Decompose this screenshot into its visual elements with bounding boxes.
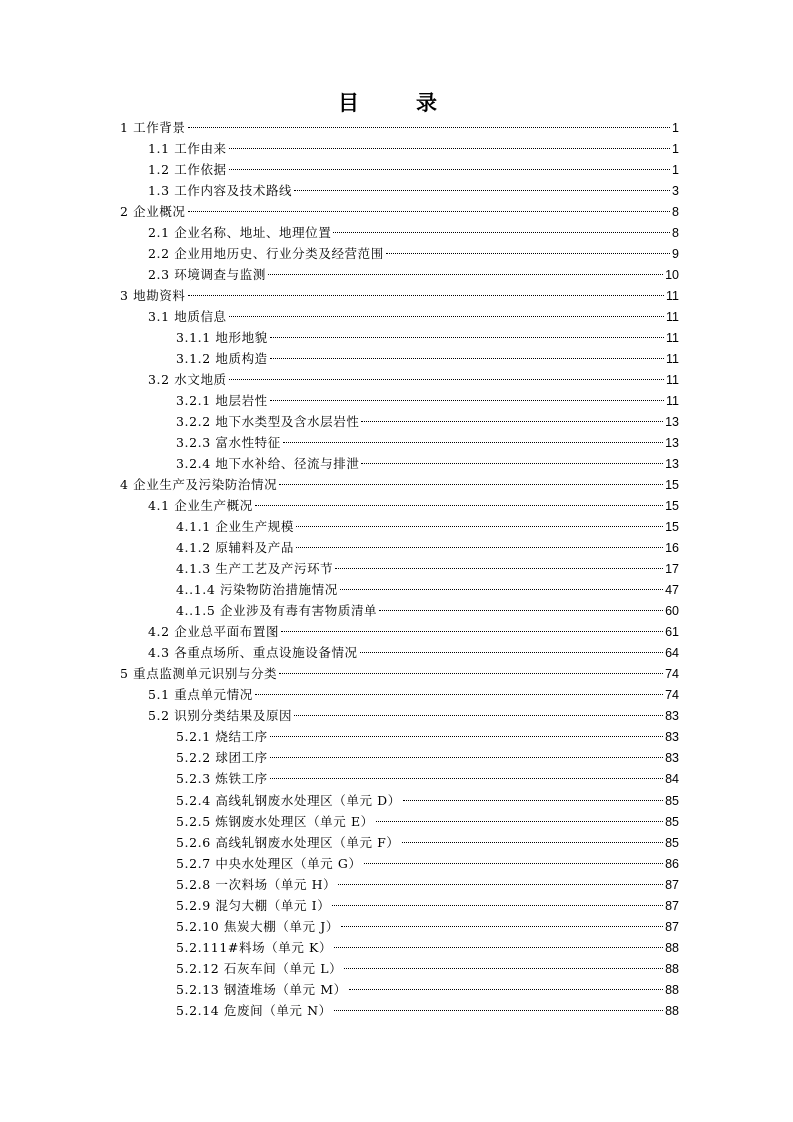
toc-entry[interactable]: [0, 327, 793, 348]
dot-leader: [361, 421, 663, 422]
dot-leader: [361, 463, 663, 464]
toc-entry[interactable]: [0, 937, 793, 958]
toc-entry-label: 3.2.1 地层岩性: [176, 393, 268, 409]
toc-entry[interactable]: [0, 895, 793, 916]
dot-leader: [334, 947, 663, 948]
toc-entry-label: 2.2 企业用地历史、行业分类及经营范围: [148, 246, 384, 262]
toc-entry-page-number: 10: [665, 268, 679, 283]
toc-entry-label: 5.2.3 炼铁工序: [176, 771, 268, 787]
toc-entry-page-number: 13: [665, 415, 679, 430]
toc-entry[interactable]: [0, 243, 793, 264]
dot-leader: [229, 169, 670, 170]
toc-entry-label: 5 重点监测单元识别与分类: [120, 666, 278, 682]
dot-leader: [188, 127, 671, 128]
toc-entry[interactable]: [0, 768, 793, 789]
toc-entry[interactable]: [0, 264, 793, 285]
toc-entry[interactable]: [0, 117, 793, 138]
toc-entry-label: 4.3 各重点场所、重点设施设备情况: [148, 645, 358, 661]
toc-entry[interactable]: [0, 1000, 793, 1021]
dot-leader: [229, 316, 664, 317]
toc-entry-page-number: 86: [665, 856, 679, 871]
toc-entry-page-number: 85: [665, 793, 679, 808]
toc-entry-page-number: 1: [672, 121, 679, 135]
toc-entry[interactable]: [0, 558, 793, 579]
toc-entry-label: 4.1.2 原辅料及产品: [176, 540, 294, 556]
toc-entry[interactable]: [0, 495, 793, 516]
toc-entry[interactable]: [0, 537, 793, 558]
dot-leader: [279, 484, 663, 485]
dot-leader: [296, 526, 663, 527]
toc-entry-label: 4.2 企业总平面布置图: [148, 624, 280, 640]
dot-leader: [188, 211, 671, 212]
dot-leader: [360, 652, 663, 653]
toc-entry[interactable]: [0, 369, 793, 390]
toc-entry[interactable]: [0, 747, 793, 768]
toc-entry-label: 2 企业概况: [120, 204, 186, 220]
dot-leader: [281, 631, 663, 632]
toc-entry[interactable]: [0, 916, 793, 937]
toc-entry-page-number: 13: [665, 436, 679, 451]
dot-leader: [341, 926, 663, 927]
toc-entry-page-number: 8: [672, 205, 679, 220]
toc-entry-page-number: 9: [672, 247, 679, 262]
dot-leader: [296, 547, 663, 548]
dot-leader: [255, 505, 663, 506]
dot-leader: [294, 715, 663, 716]
toc-entry-page-number: 87: [665, 919, 679, 934]
dot-leader: [335, 568, 663, 569]
toc-entry-label: 2.3 环境调查与监测: [148, 267, 266, 283]
toc-entry[interactable]: [0, 453, 793, 474]
toc-entry-page-number: 83: [665, 730, 679, 745]
toc-entry-label: 3.2.4 地下水补给、径流与排泄: [176, 456, 360, 472]
toc-entry-label: 2.1 企业名称、地址、地理位置: [148, 225, 332, 241]
toc-entry-label: 3.1.1 地形地貌: [176, 330, 268, 346]
toc-entry-label: 5.2.13 钢渣堆场（单元 M）: [176, 981, 347, 997]
toc-entry-page-number: 15: [665, 520, 679, 535]
toc-entry[interactable]: [0, 306, 793, 327]
dot-leader: [270, 778, 663, 779]
toc-entry[interactable]: [0, 285, 793, 306]
toc-entry[interactable]: [0, 222, 793, 243]
dot-leader: [403, 800, 663, 801]
toc-entry-page-number: 64: [665, 646, 679, 661]
toc-entry-label: 1.1 工作由来: [148, 141, 227, 157]
toc-entry[interactable]: [0, 832, 793, 853]
toc-entry-page-number: 15: [665, 499, 679, 514]
toc-entry-page-number: 11: [666, 394, 679, 409]
toc-entry-label: 4 企业生产及污染防治情况: [120, 477, 278, 493]
toc-entry-label: 4.1.3 生产工艺及产污环节: [176, 561, 334, 577]
toc-entry-label: 5.2.111#料场（单元 K）: [176, 939, 333, 955]
toc-entry[interactable]: [0, 874, 793, 895]
toc-entry-page-number: 84: [665, 772, 679, 787]
toc-entry-label: 5.1 重点单元情况: [148, 687, 253, 703]
toc-entry-page-number: 16: [665, 541, 679, 556]
toc-entry[interactable]: [0, 790, 793, 811]
dot-leader: [349, 989, 663, 990]
dot-leader: [338, 884, 663, 885]
toc-entry-label: 5.2.8 一次料场（单元 H）: [176, 876, 337, 892]
toc-entry-page-number: 87: [665, 898, 679, 913]
toc-entry-page-number: 3: [672, 184, 679, 199]
toc-entry-label: 3.2.2 地下水类型及含水层岩性: [176, 414, 360, 430]
toc-entry-page-number: 11: [666, 289, 679, 304]
toc-entry[interactable]: [0, 705, 793, 726]
toc-entry[interactable]: [0, 159, 793, 180]
dot-leader: [270, 736, 663, 737]
table-of-contents: [0, 117, 793, 1021]
toc-entry-page-number: 88: [665, 1003, 679, 1018]
toc-entry-label: 5.2.1 烧结工序: [176, 729, 268, 745]
toc-entry[interactable]: [0, 348, 793, 369]
dot-leader: [279, 673, 663, 674]
dot-leader: [344, 968, 663, 969]
toc-entry-page-number: 11: [666, 331, 679, 346]
toc-entry[interactable]: [0, 621, 793, 642]
toc-entry-page-number: 60: [665, 604, 679, 619]
toc-entry[interactable]: [0, 726, 793, 747]
toc-entry[interactable]: [0, 811, 793, 832]
dot-leader: [270, 337, 664, 338]
dot-leader: [268, 274, 663, 275]
toc-entry[interactable]: [0, 600, 793, 621]
toc-entry[interactable]: [0, 684, 793, 705]
dot-leader: [333, 232, 670, 233]
toc-entry-page-number: 85: [665, 835, 679, 850]
toc-entry-page-number: 85: [665, 814, 679, 829]
toc-entry-label: 5.2 识别分类结果及原因: [148, 708, 293, 724]
toc-entry-page-number: 17: [665, 562, 679, 577]
toc-entry-page-number: 83: [665, 751, 679, 766]
toc-entry-page-number: 11: [666, 373, 679, 388]
toc-entry-label: 3.1 地质信息: [148, 309, 227, 325]
dot-leader: [334, 1010, 663, 1011]
toc-entry-label: 3.1.2 地质构造: [176, 351, 268, 367]
dot-leader: [402, 842, 664, 843]
toc-entry[interactable]: [0, 579, 793, 600]
dot-leader: [270, 358, 664, 359]
toc-entry[interactable]: [0, 180, 793, 201]
toc-entry-label: 4.1 企业生产概况: [148, 498, 253, 514]
dot-leader: [255, 694, 663, 695]
toc-title: 目 录: [338, 91, 455, 115]
toc-entry-page-number: 13: [665, 457, 679, 472]
dot-leader: [270, 757, 663, 758]
dot-leader: [229, 379, 664, 380]
toc-entry-label: 3.2 水文地质: [148, 372, 227, 388]
toc-entry[interactable]: [0, 432, 793, 453]
toc-entry-label: 5.2.4 高线轧钢废水处理区（单元 D）: [176, 792, 401, 808]
toc-entry-page-number: 83: [665, 709, 679, 724]
toc-entry[interactable]: [0, 411, 793, 432]
toc-entry-label: 3.2.3 富水性特征: [176, 435, 281, 451]
toc-entry-page-number: 87: [665, 877, 679, 892]
toc-entry[interactable]: [0, 642, 793, 663]
dot-leader: [229, 148, 670, 149]
toc-entry-label: 4.1.1 企业生产规模: [176, 519, 294, 535]
toc-entry-page-number: 11: [666, 310, 679, 325]
dot-leader: [386, 253, 670, 254]
dot-leader: [283, 442, 663, 443]
toc-entry[interactable]: [0, 138, 793, 159]
toc-entry-page-number: 8: [672, 226, 679, 241]
dot-leader: [364, 863, 664, 864]
toc-entry-label: 1 工作背景: [120, 120, 186, 135]
toc-entry-label: 1.2 工作依据: [148, 162, 227, 178]
toc-entry-label: 4..1.5 企业涉及有毒有害物质清单: [176, 603, 378, 619]
toc-entry-label: 5.2.12 石灰车间（单元 L）: [176, 960, 343, 976]
toc-entry[interactable]: [0, 663, 793, 684]
dot-leader: [332, 905, 663, 906]
toc-entry-page-number: 61: [665, 625, 679, 640]
toc-entry-label: 5.2.6 高线轧钢废水处理区（单元 F）: [176, 834, 400, 850]
toc-entry-label: 4..1.4 污染物防治措施情况: [176, 582, 338, 598]
toc-entry-page-number: 1: [672, 163, 679, 178]
toc-entry[interactable]: [0, 853, 793, 874]
toc-entry[interactable]: [0, 390, 793, 411]
toc-entry[interactable]: [0, 474, 793, 495]
toc-entry-page-number: 88: [665, 940, 679, 955]
toc-entry-page-number: 47: [665, 583, 679, 598]
toc-entry-page-number: 88: [665, 982, 679, 997]
toc-entry-label: 5.2.5 炼钢废水处理区（单元 E）: [176, 813, 374, 829]
toc-entry-page-number: 74: [665, 667, 679, 682]
toc-entry-label: 1.3 工作内容及技术路线: [148, 183, 293, 199]
toc-entry-page-number: 74: [665, 688, 679, 703]
dot-leader: [379, 610, 663, 611]
toc-entry-label: 5.2.7 中央水处理区（单元 G）: [176, 855, 362, 871]
toc-entry[interactable]: [0, 979, 793, 1000]
toc-entry-page-number: 15: [665, 478, 679, 493]
dot-leader: [270, 400, 664, 401]
dot-leader: [340, 589, 663, 590]
toc-entry-label: 3 地勘资料: [120, 288, 186, 304]
dot-leader: [294, 190, 670, 191]
toc-entry-label: 5.2.9 混匀大棚（单元 I）: [176, 897, 331, 913]
toc-entry[interactable]: [0, 958, 793, 979]
toc-entry-label: 5.2.2 球团工序: [176, 750, 268, 766]
toc-entry-label: 5.2.14 危废间（单元 N）: [176, 1002, 332, 1018]
dot-leader: [188, 295, 664, 296]
dot-leader: [376, 821, 663, 822]
toc-entry-label: 5.2.10 焦炭大棚（单元 J）: [176, 918, 339, 934]
toc-entry-page-number: 1: [672, 142, 679, 157]
toc-entry[interactable]: [0, 516, 793, 537]
toc-entry-page-number: 11: [666, 352, 679, 367]
toc-entry[interactable]: [0, 201, 793, 222]
toc-entry-page-number: 88: [665, 961, 679, 976]
